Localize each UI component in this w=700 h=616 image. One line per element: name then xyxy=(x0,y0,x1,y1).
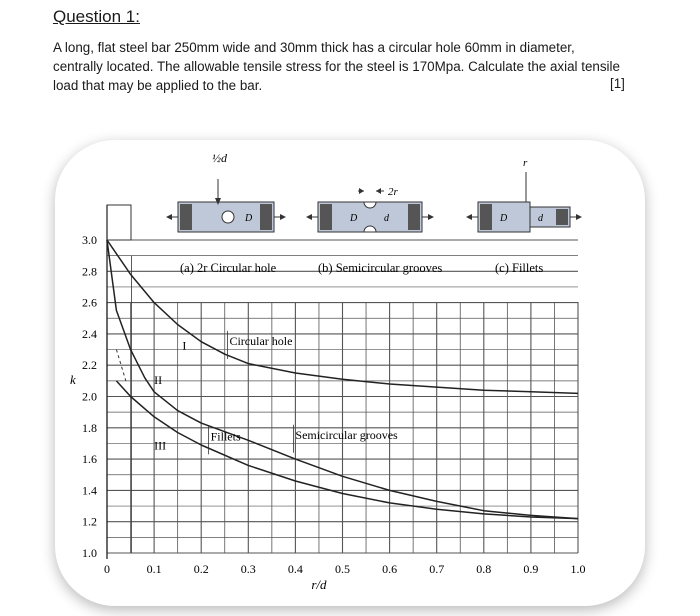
x-tick-label: 0.8 xyxy=(476,562,492,576)
x-tick-label: 0.2 xyxy=(193,562,209,576)
x-tick-label: 0.1 xyxy=(146,562,162,576)
x-tick-label: 0.6 xyxy=(382,562,398,576)
inset-circular-hole xyxy=(166,151,286,232)
inset-fillets xyxy=(466,157,582,232)
inset-caption-c: (c) Fillets xyxy=(495,261,544,275)
inset-label-D-a: D xyxy=(245,213,253,224)
y-tick-label: 2.4 xyxy=(82,326,97,341)
y-tick-label: 2.6 xyxy=(82,295,97,310)
x-tick-label: 0.5 xyxy=(335,562,350,576)
legend-box xyxy=(107,205,131,240)
y-tick-label: 1.6 xyxy=(82,452,97,467)
inset-caption-a: (a) 2r Circular hole xyxy=(180,261,277,275)
annotation-region-iii: III xyxy=(154,438,167,453)
inset-label-2r: 2r xyxy=(388,186,398,198)
y-tick-label: 2.2 xyxy=(82,358,97,373)
curve-fillets xyxy=(116,381,578,519)
inset-label-half-d: ½d xyxy=(212,151,227,165)
y-axis-label: k xyxy=(70,371,76,387)
question-title: Question 1: xyxy=(53,7,140,26)
annotation-circular-hole: Circular hole xyxy=(229,333,293,348)
y-tick-label: 1.8 xyxy=(82,420,97,435)
inset-label-D-c: D xyxy=(500,213,508,224)
x-axis-label: r/d xyxy=(311,577,327,592)
y-tick-label: 1.2 xyxy=(82,514,97,529)
question-mark: [1] xyxy=(610,76,625,91)
question-line: centrally located. The allowable tensile stress for the steel is 170Mpa. Calculate the axial tensile xyxy=(53,59,620,74)
y-tick-label: 2.8 xyxy=(82,264,97,279)
grid-line-vertical xyxy=(131,256,132,553)
x-tick-label: 0.3 xyxy=(240,562,256,576)
y-tick-label: 1.4 xyxy=(82,483,97,498)
annotation-region-i: I xyxy=(182,338,187,353)
x-tick-label: 0.4 xyxy=(287,562,303,576)
inset-label-D-b: D xyxy=(350,213,358,224)
inset-label-d-c: d xyxy=(538,213,543,224)
x-tick-label: 0.9 xyxy=(523,562,539,576)
x-tick-label: 0 xyxy=(104,562,110,576)
inset-semicircular-grooves xyxy=(306,186,434,232)
inset-caption-b: (b) Semicircular grooves xyxy=(318,261,443,275)
x-tick-label: 0.7 xyxy=(429,562,445,576)
y-tick-label: 2.0 xyxy=(82,389,97,404)
question-line: A long, flat steel bar 250mm wide and 30mm thick has a circular hole 60mm in diameter, xyxy=(53,40,575,55)
inset-label-r: r xyxy=(523,157,528,169)
inset-label-d-b: d xyxy=(384,213,389,224)
chart-grid xyxy=(107,205,578,559)
annotation-semicircular-grooves: Semicircular grooves xyxy=(295,427,398,442)
x-tick-label: 1.0 xyxy=(570,562,586,576)
annotation-region-ii: II xyxy=(154,372,163,387)
annotation-fillets: Fillets xyxy=(210,429,241,444)
y-tick-label: 3.0 xyxy=(82,233,97,247)
y-tick-label: 1.0 xyxy=(82,546,97,560)
inset-diagrams xyxy=(166,151,582,232)
question-line: load that may be applied to the bar. xyxy=(53,78,263,93)
